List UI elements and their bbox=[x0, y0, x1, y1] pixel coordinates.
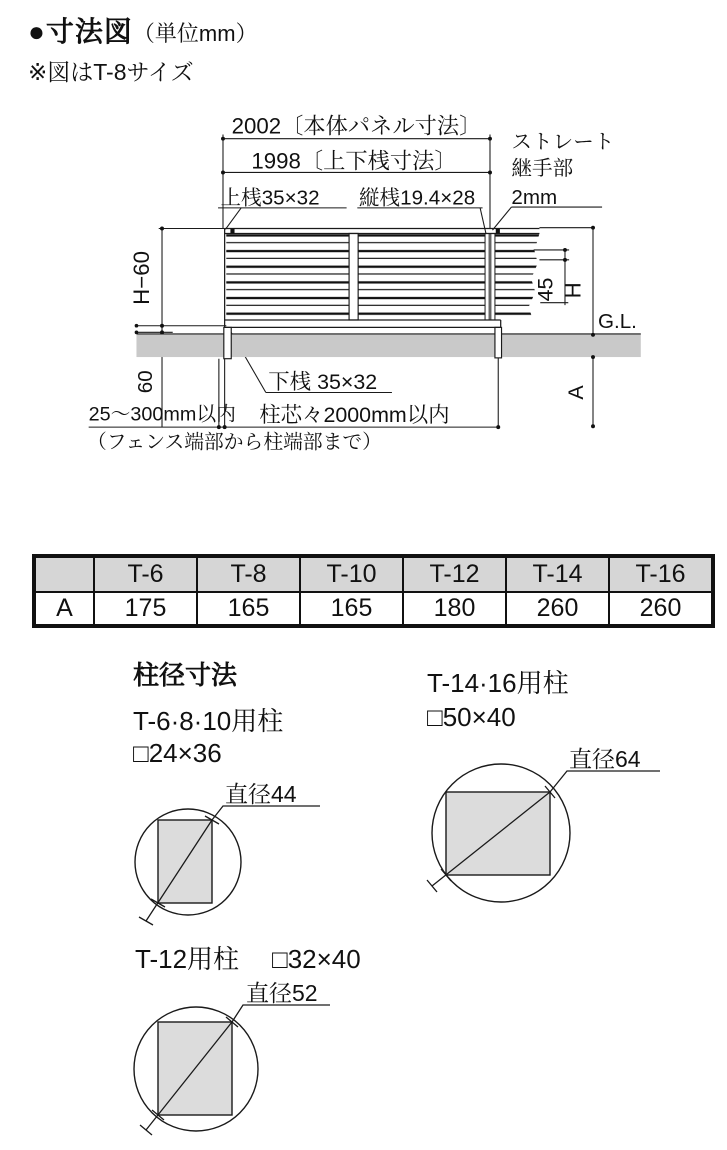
top-rail bbox=[225, 229, 540, 234]
fence-panel bbox=[225, 229, 540, 328]
cell-t14: 260 bbox=[506, 592, 609, 626]
size-note: ※図はT-8サイズ bbox=[28, 59, 194, 85]
joint-label-line1: ストレート bbox=[511, 130, 615, 154]
end-offset-label: 25〜300mm以内 bbox=[88, 403, 236, 426]
post3-diameter-label: 直径52 bbox=[246, 980, 318, 1006]
dim-height-label: H bbox=[560, 282, 586, 299]
cell-t10: 165 bbox=[300, 592, 403, 626]
ground-level-label: G.L. bbox=[597, 310, 637, 334]
post2-diagram bbox=[427, 668, 660, 902]
top-rail-marker-left bbox=[230, 229, 234, 234]
unit-note: （単位mm） bbox=[132, 21, 258, 46]
slat-section-1 bbox=[226, 233, 349, 320]
dim-slat-pitch-label: 45 bbox=[533, 277, 558, 302]
cell-t16: 260 bbox=[609, 592, 713, 626]
cell-t12: 180 bbox=[403, 592, 506, 626]
post2-diameter-label: 直径64 bbox=[569, 746, 641, 772]
left-post bbox=[224, 327, 231, 358]
post1-title: T-6·8·10用柱 bbox=[133, 706, 284, 736]
post3-diagram bbox=[134, 944, 361, 1135]
page-title bbox=[28, 10, 258, 50]
col-header-t16: T-16 bbox=[609, 556, 713, 592]
post1-size: □24×36 bbox=[133, 738, 222, 768]
bottom-rail bbox=[225, 320, 501, 327]
joint-label-line2: 継手部 bbox=[511, 156, 574, 180]
embedment-table bbox=[32, 554, 715, 628]
bottom-rail-label: 下桟 35×32 bbox=[268, 370, 378, 395]
post1-diameter-label: 直径44 bbox=[225, 781, 297, 807]
vertical-rail-label: 縦桟19.4×28 bbox=[358, 186, 476, 210]
col-header-t8: T-8 bbox=[197, 556, 300, 592]
top-rail-marker-right bbox=[496, 229, 500, 234]
joint-label-line3: 2mm bbox=[511, 185, 558, 209]
table-row bbox=[34, 592, 713, 626]
joint-rail-right bbox=[491, 233, 495, 320]
col-header-t6: T-6 bbox=[94, 556, 197, 592]
post2-size: □50×40 bbox=[427, 702, 516, 732]
table-corner-cell bbox=[34, 556, 94, 592]
dim-embed-label: A bbox=[564, 385, 589, 400]
row-label-a: A bbox=[34, 592, 94, 626]
dim-bottom-gap-label: 60 bbox=[134, 370, 158, 394]
post3-size: □32×40 bbox=[272, 944, 361, 974]
right-post bbox=[495, 327, 502, 357]
fence-dimension-drawing bbox=[0, 95, 727, 540]
table-header-row bbox=[34, 556, 713, 592]
vertical-rail bbox=[349, 233, 358, 320]
post-pitch-label: 柱芯々2000mm以内 bbox=[259, 403, 450, 428]
end-offset-note: （フェンス端部から柱端部まで） bbox=[87, 431, 382, 454]
top-rail-label: 上桟35×32 bbox=[220, 186, 320, 210]
slat-section-2 bbox=[358, 233, 485, 320]
dim-panel-width-label: 2002〔本体パネル寸法〕 bbox=[231, 113, 482, 139]
section-title: ●寸法図 bbox=[28, 16, 133, 47]
dim-rail-width-label: 1998〔上下桟寸法〕 bbox=[251, 148, 457, 174]
cell-t6: 175 bbox=[94, 592, 197, 626]
col-header-t14: T-14 bbox=[506, 556, 609, 592]
cell-t8: 165 bbox=[197, 592, 300, 626]
joint-rail-left bbox=[485, 233, 489, 320]
post-diameter-drawing bbox=[0, 640, 727, 1150]
posts-heading: 柱径寸法 bbox=[133, 660, 238, 690]
col-header-t10: T-10 bbox=[300, 556, 403, 592]
dim-panel-height-label: H−60 bbox=[128, 251, 154, 305]
col-header-t12: T-12 bbox=[403, 556, 506, 592]
slat-section-3 bbox=[495, 233, 540, 320]
post1-diagram bbox=[133, 706, 320, 925]
post3-title: T-12用柱 bbox=[135, 944, 240, 974]
ground-band bbox=[136, 334, 640, 357]
post2-title: T-14·16用柱 bbox=[427, 668, 569, 698]
